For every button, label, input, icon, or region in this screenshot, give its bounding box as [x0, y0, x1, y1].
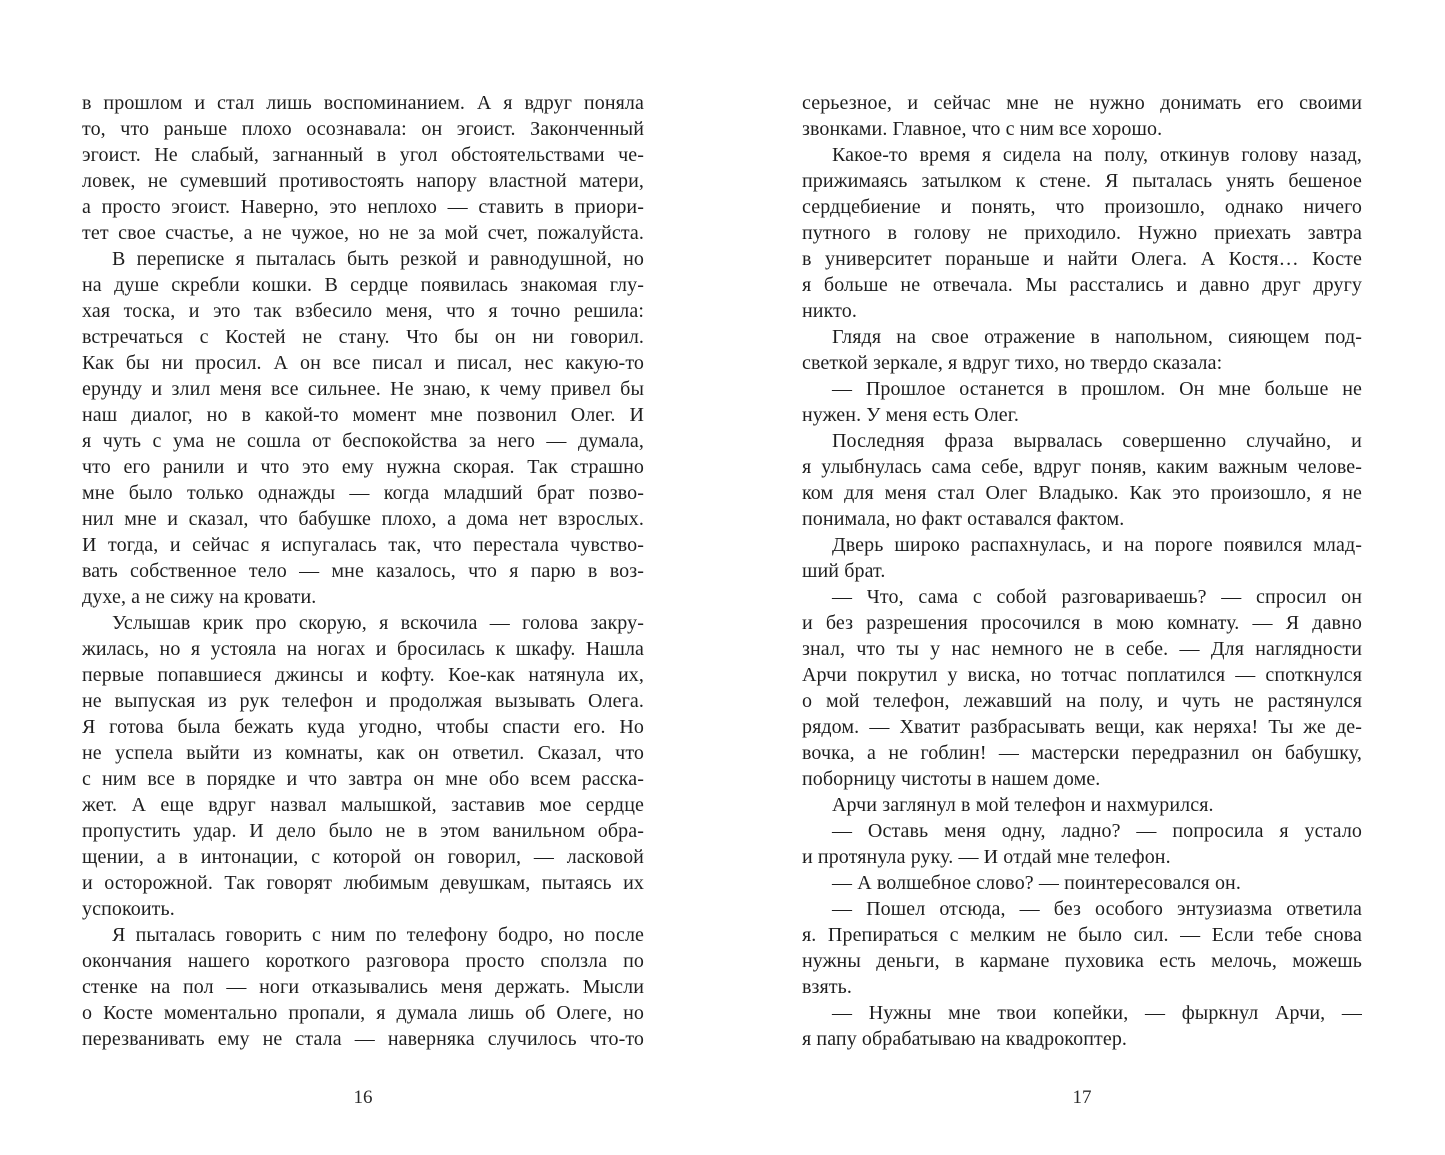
- text-line: то, что раньше плохо осознавала: он эгоист. Законченный: [82, 118, 644, 140]
- text-line: Услышав крик про скорую, я вскочила — голова закру-: [112, 612, 644, 634]
- text-line: я больше не отвечала. Мы расстались и давно друг другу: [802, 274, 1362, 296]
- text-line: мне было только однажды — когда младший брат позво-: [82, 482, 644, 504]
- text-line: ловек, не сумевший противостоять напору властной матери,: [82, 170, 644, 192]
- text-line: И тогда, и сейчас я испугалась так, что перестала чувство-: [82, 534, 644, 556]
- text-line: В переписке я пыталась быть резкой и равнодушной, но: [112, 248, 644, 270]
- text-line: Арчи заглянул в мой телефон и нахмурился.: [832, 794, 1214, 816]
- text-line: первые попавшиеся джинсы и кофту. Кое-как натянула их,: [82, 664, 644, 686]
- page-number-left: 16: [353, 1087, 373, 1108]
- text-line: Я готова была бежать куда угодно, чтобы спасти его. Но: [82, 716, 644, 738]
- text-line: наш диалог, но в какой-то момент мне позвонил Олег. И: [82, 404, 644, 426]
- text-line: нил мне и сказал, что бабушке плохо, а дома нет взрослых.: [82, 508, 644, 530]
- page-left-text-block: [82, 90, 644, 1052]
- text-line: звонками. Главное, что с ним все хорошо.: [802, 118, 1163, 140]
- text-line: ший брат.: [802, 560, 886, 582]
- page-number-right: 17: [1072, 1087, 1092, 1108]
- text-line: никто.: [802, 300, 857, 322]
- text-line: ком для меня стал Олег Владыко. Как это произошло, я не: [802, 482, 1362, 504]
- text-line: стенке на пол — ноги отказывались меня держать. Мысли: [82, 976, 644, 998]
- text-line: вочка, а не гоблин! — мастерски передразнил он бабушку,: [802, 742, 1362, 764]
- text-line: пропустить удар. И дело было не в этом ванильном обра-: [82, 820, 644, 842]
- text-line: Как бы ни просил. А он все писал и писал, нес какую-то: [82, 352, 644, 374]
- text-line: Какое-то время я сидела на полу, откинув голову назад,: [832, 144, 1362, 166]
- text-line: я чуть с ума не сошла от беспокойства за него — думала,: [82, 430, 644, 452]
- text-line: прижимаясь затылком к стене. Я пыталась унять бешеное: [802, 170, 1362, 192]
- text-line: не успела выйти из комнаты, как он ответил. Сказал, что: [82, 742, 644, 764]
- text-line: что его ранили и что это ему нужна скорая. Так страшно: [82, 456, 644, 478]
- text-line: и без разрешения просочился в мою комнату. — Я давно: [802, 612, 1362, 634]
- text-line: духе, а не сижу на кровати.: [82, 586, 317, 608]
- text-line: Арчи покрутил у виска, но тотчас поплатился — споткнулся: [802, 664, 1362, 686]
- text-line: я папу обрабатываю на квадрокоптер.: [802, 1028, 1128, 1050]
- text-line: поборницу чистоты в нашем доме.: [802, 768, 1101, 790]
- text-line: Дверь широко распахнулась, и на пороге появился млад-: [832, 534, 1362, 556]
- text-line: светкой зеркале, я вдруг тихо, но твердо сказала:: [802, 352, 1223, 374]
- text-line: и протянула руку. — И отдай мне телефон.: [802, 846, 1171, 868]
- text-line: путного в голову не приходило. Нужно приехать завтра: [802, 222, 1362, 244]
- text-line: хая тоска, и это так взбесило меня, что я точно решила:: [82, 300, 644, 322]
- text-line: не выпуская из рук телефон и продолжая вызывать Олега.: [82, 690, 644, 712]
- text-line: окончания нашего короткого разговора просто сползла по: [82, 950, 644, 972]
- text-line: нужен. У меня есть Олег.: [802, 404, 1019, 426]
- text-line: — Оставь меня одну, ладно? — попросила я устало: [832, 820, 1362, 842]
- text-line: перезванивать ему не стала — наверняка случилось что-то: [82, 1028, 644, 1050]
- text-line: щении, а в интонации, с которой он говорил, — ласковой: [82, 846, 644, 868]
- text-line: серьезное, и сейчас мне не нужно донимать его своими: [802, 92, 1362, 114]
- text-line: знал, что ты у нас немного не в себе. — Для наглядности: [802, 638, 1362, 660]
- text-line: с ним все в порядке и что завтра он мне обо всем расска-: [82, 768, 644, 790]
- text-line: и осторожной. Так говорят любимым девушкам, пытаясь их: [82, 872, 644, 894]
- text-line: успокоить.: [82, 898, 175, 920]
- text-line: понимала, но факт оставался фактом.: [802, 508, 1125, 530]
- text-line: эгоист. Не слабый, загнанный в угол обстоятельствами че-: [82, 144, 644, 166]
- text-line: а просто эгоист. Наверно, это неплохо — ставить в приори-: [82, 196, 644, 218]
- text-line: встречаться с Костей не стану. Что бы он ни говорил.: [82, 326, 644, 348]
- text-line: — Прошлое останется в прошлом. Он мне больше не: [832, 378, 1362, 400]
- text-line: — Нужны мне твои копейки, — фыркнул Арчи, —: [832, 1002, 1362, 1024]
- text-line: в университет пораньше и найти Олега. А Костя… Косте: [802, 248, 1362, 270]
- text-line: Глядя на свое отражение в напольном, сияющем под-: [832, 326, 1362, 348]
- text-line: я улыбнулась сама себе, вдруг поняв, каким важным челове-: [802, 456, 1362, 478]
- text-line: тет свое счастье, а не чужое, но не за мой счет, пожалуйста.: [82, 222, 644, 244]
- text-line: о Косте моментально пропали, я думала лишь об Олеге, но: [82, 1002, 644, 1024]
- text-line: взять.: [802, 976, 853, 998]
- text-line: я. Препираться с мелким не было сил. — Если тебе снова: [802, 924, 1362, 946]
- text-line: жилась, но я устояла на ногах и бросилась к шкафу. Нашла: [82, 638, 644, 660]
- text-line: на душе скребли кошки. В сердце появилась знакомая глу-: [82, 274, 644, 296]
- text-line: сердцебиение и понять, что произошло, однако ничего: [802, 196, 1362, 218]
- text-line: Последняя фраза вырвалась совершенно случайно, и: [832, 430, 1362, 452]
- text-line: — Пошел отсюда, — без особого энтузиазма ответила: [832, 898, 1362, 920]
- text-line: Я пыталась говорить с ним по телефону бодро, но после: [112, 924, 644, 946]
- text-line: о мой телефон, лежавший на полу, и чуть не растянулся: [802, 690, 1362, 712]
- text-line: жет. А еще вдруг назвал малышкой, заставив мое сердце: [82, 794, 644, 816]
- text-line: вать собственное тело — мне казалось, что я парю в воз-: [82, 560, 644, 582]
- page-right-text-block: [802, 90, 1362, 1052]
- text-line: рядом. — Хватит разбрасывать вещи, как неряха! Ты же де-: [802, 716, 1362, 738]
- text-line: в прошлом и стал лишь воспоминанием. А я вдруг поняла: [82, 92, 644, 114]
- text-line: — А волшебное слово? — поинтересовался он.: [832, 872, 1241, 894]
- text-line: — Что, сама с собой разговариваешь? — спросил он: [832, 586, 1362, 608]
- text-line: ерунду и злил меня все сильнее. Не знаю, к чему привел бы: [82, 378, 644, 400]
- text-line: нужны деньги, в кармане пуховика есть мелочь, можешь: [802, 950, 1362, 972]
